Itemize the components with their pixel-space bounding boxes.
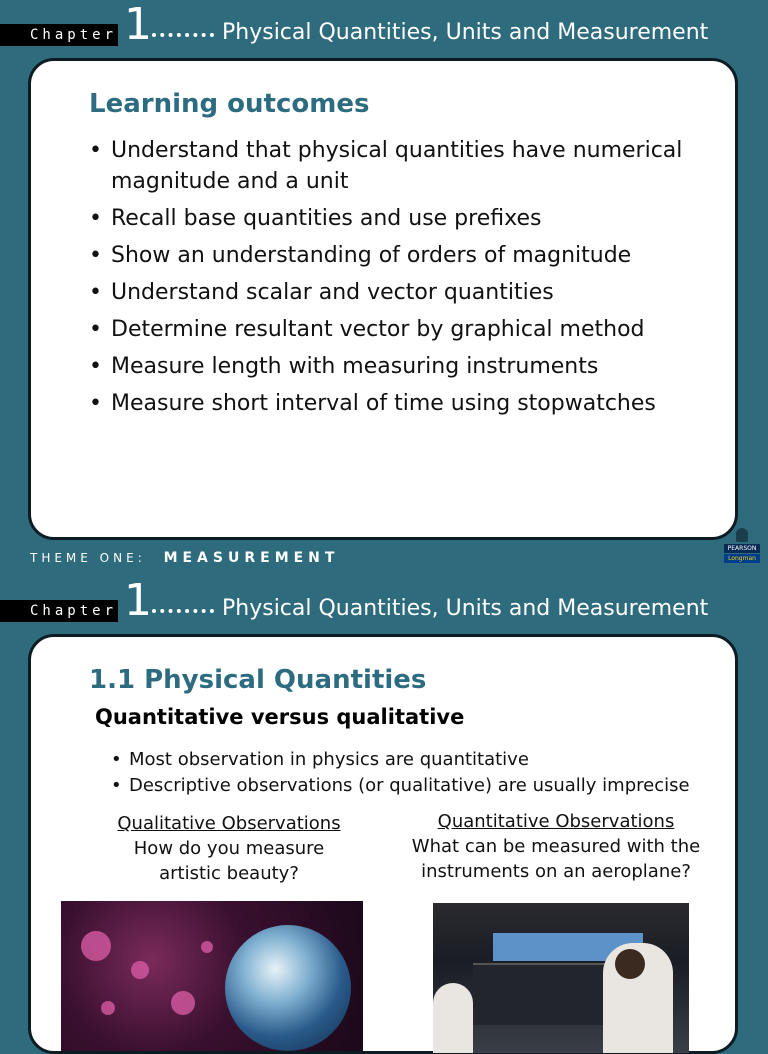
pearson-logo bbox=[724, 528, 760, 568]
logo-pearson-text: PEARSON bbox=[724, 544, 760, 553]
chapter-label: Chapter bbox=[0, 24, 118, 46]
observation-bullets bbox=[109, 747, 690, 799]
cockpit-image bbox=[433, 903, 689, 1053]
chapter-number: 1 bbox=[124, 575, 152, 626]
slide1-chapter-header bbox=[0, 0, 768, 50]
physical-quantities-card bbox=[28, 634, 738, 1054]
chapter-number: 1 bbox=[124, 0, 152, 50]
list-item: • Show an understanding of orders of magnitude bbox=[85, 240, 701, 271]
quantitative-line-2: instruments on an aeroplane? bbox=[421, 861, 691, 882]
theme-name: MEASUREMENT bbox=[163, 550, 340, 566]
quantitative-column bbox=[391, 809, 721, 884]
list-item: • Descriptive observations (or qualitative) are usually imprecise bbox=[109, 773, 690, 799]
nebula-blob bbox=[101, 1001, 115, 1015]
list-item: • Measure short interval of time using stopwatches bbox=[85, 388, 701, 419]
chapter-label: Chapter bbox=[0, 600, 118, 622]
logo-longman-text: Longman bbox=[724, 554, 760, 563]
learning-outcomes-list bbox=[85, 135, 701, 425]
chapter-divider bbox=[152, 33, 214, 37]
chapter-title: Physical Quantities, Units and Measurement bbox=[222, 596, 709, 621]
list-item: • Understand scalar and vector quantities bbox=[85, 277, 701, 308]
copilot-figure bbox=[433, 983, 473, 1053]
list-item: • Measure length with measuring instruments bbox=[85, 351, 701, 382]
chapter-divider bbox=[152, 609, 214, 613]
nebula-earth-image bbox=[61, 901, 363, 1051]
nebula-blob bbox=[131, 961, 149, 979]
learning-outcomes-title: Learning outcomes bbox=[89, 89, 370, 119]
quantitative-heading: Quantitative Observations bbox=[437, 811, 675, 832]
pilot-head bbox=[615, 949, 645, 979]
list-item: • Most observation in physics are quantitative bbox=[109, 747, 690, 773]
nebula-blob bbox=[171, 991, 195, 1015]
slide2-chapter-header bbox=[0, 575, 768, 626]
chapter-title: Physical Quantities, Units and Measurement bbox=[222, 20, 709, 45]
qualitative-heading: Qualitative Observations bbox=[117, 813, 341, 834]
list-item: • Recall base quantities and use prefixes bbox=[85, 203, 701, 234]
earth-globe bbox=[225, 925, 351, 1051]
qualitative-line-2: artistic beauty? bbox=[159, 863, 299, 884]
nebula-blob bbox=[201, 941, 213, 953]
theme-footer bbox=[30, 550, 339, 566]
nebula-blob bbox=[81, 931, 111, 961]
list-item: • Understand that physical quantities have numerical magnitude and a unit bbox=[85, 135, 701, 197]
section-subtitle: Quantitative versus qualitative bbox=[95, 705, 465, 729]
qualitative-line-1: How do you measure bbox=[133, 838, 325, 859]
tree-icon bbox=[736, 528, 748, 542]
theme-prefix: THEME ONE: bbox=[30, 551, 146, 565]
section-title: 1.1 Physical Quantities bbox=[89, 665, 427, 695]
list-item: • Determine resultant vector by graphical method bbox=[85, 314, 701, 345]
learning-outcomes-card bbox=[28, 58, 738, 540]
quantitative-line-1: What can be measured with the bbox=[411, 836, 701, 857]
qualitative-column bbox=[99, 811, 359, 886]
